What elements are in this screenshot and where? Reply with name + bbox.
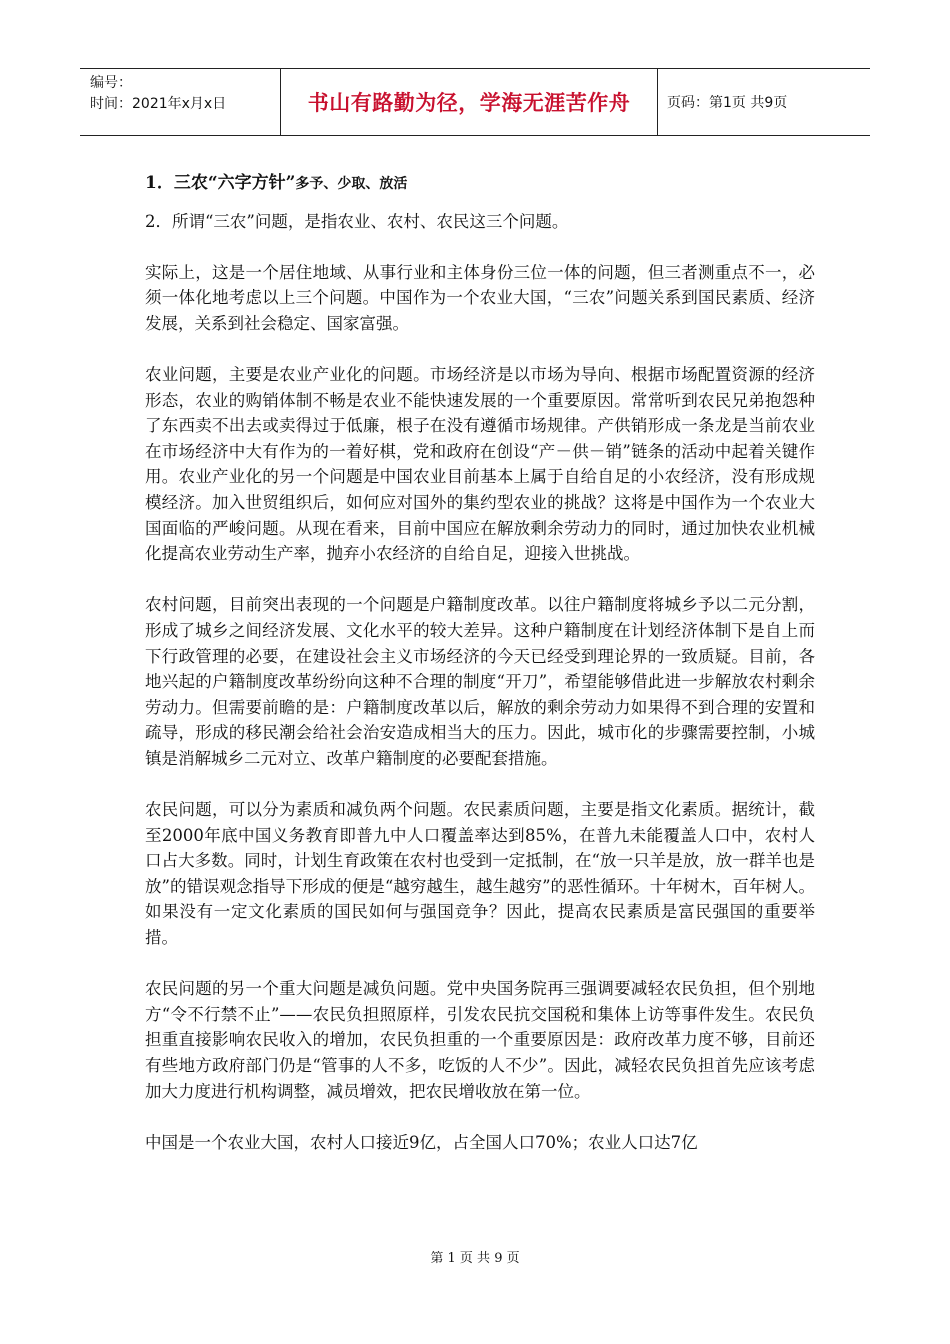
heading-main: 1．三农“六字方针” <box>145 173 296 193</box>
paragraph-6: 中国是一个农业大国，农村人口接近9亿，占全国人口70%；农业人口达7亿 <box>145 1132 698 1152</box>
page-header <box>80 68 870 136</box>
section-heading <box>145 170 815 197</box>
document-body <box>145 170 815 1155</box>
paragraph-5: 农民问题的另一个重大问题是减负问题。党中央国务院再三强调要减轻农民负担，但个别地方“令不行禁不止”——农民负担照原样，引发农民抗交国税和集体上访等事件发生。农民负担重直接影响农民收入的增加，农民负担重的一个重要原因是：政府改革力度不够，目前还有些地方政府部门仍是“管事的人不多，吃饭的人不少”。因此，减轻农民负担首先应该考虑加大力度进行机构调整，减员增效，把农民增收放在第一位。 <box>145 979 815 1101</box>
list-item-2: 2．所谓“三农”问题，是指农业、农村、农民这三个问题。 <box>145 212 569 231</box>
paragraph-4: 农民问题，可以分为素质和减负两个问题。农民素质问题，主要是指文化素质。据统计，截至2000年底中国义务教育即普九中人口覆盖率达到85%，在普九未能覆盖人口中，农村人口占大多数。同时，计划生育政策在农村也受到一定抵制，在“放一只羊是放，放一群羊也是放”的错误观念指导下形成的便是“越穷越生，越生越穷”的恶性循环。十年树木，百年树人。如果没有一定文化素质的国民如何与强国竞争？因此，提高农民素质是富民强国的重要举措。 <box>145 800 815 948</box>
paragraph-1: 实际上，这是一个居住地域、从事行业和主体身份三位一体的问题，但三者测重点不一，必须一体化地考虑以上三个问题。中国作为一个农业大国，“三农”问题关系到国民素质、经济发展，关系到社会稳定、国家富强。 <box>145 262 815 333</box>
heading-sub: 多予、少取、放活 <box>295 176 408 192</box>
header-page-info: 页码：第1页 共9页 <box>667 95 788 111</box>
header-meta <box>80 69 280 135</box>
paragraph-2: 农业问题，主要是农业产业化的问题。市场经济是以市场为导向、根据市场配置资源的经济形态，农业的购销体制不畅是农业不能快速发展的一个重要原因。常常听到农民兄弟抱怨种了东西卖不出去或卖得过于低廉，根子在没有遵循市场规律。产供销形成一条龙是当前农业在市场经济中大有作为的一着好棋，党和政府在创设“产－供－销”链条的活动中起着关键作用。农业产业化的另一个问题是中国农业目前基本上属于自给自足的小农经济，没有形成规模经济。加入世贸组织后，如何应对国外的集约型农业的挑战？这将是中国作为一个农业大国面临的严峻问题。从现在看来，目前中国应在解放剩余劳动力的同时，通过加快农业机械化提高农业劳动生产率，抛弃小农经济的自给自足，迎接入世挑战。 <box>145 364 815 564</box>
document-number-label: 编号： <box>90 75 132 91</box>
header-motto: 书山有路勤为径，学海无涯苦作舟 <box>280 69 658 135</box>
paragraph-3: 农村问题，目前突出表现的一个问题是户籍制度改革。以往户籍制度将城乡予以二元分割，形成了城乡之间经济发展、文化水平的较大差异。这种户籍制度在计划经济体制下是自上而下行政管理的必要，在建设社会主义市场经济的今天已经受到理论界的一致质疑。目前，各地兴起的户籍制度改革纷纷向这种不合理的制度“开刀”，希望能够借此进一步解放农村剩余劳动力。但需要前瞻的是：户籍制度改革以后，解放的剩余劳动力如果得不到合理的安置和疏导，形成的移民潮会给社会治安造成相当大的压力。因此，城市化的步骤需要控制，小城镇是消解城乡二元对立、改革户籍制度的必要配套措施。 <box>145 595 815 768</box>
document-time-label: 时间：2021年x月x日 <box>90 96 227 112</box>
page-footer: 第 1 页 共 9 页 <box>430 1251 520 1266</box>
